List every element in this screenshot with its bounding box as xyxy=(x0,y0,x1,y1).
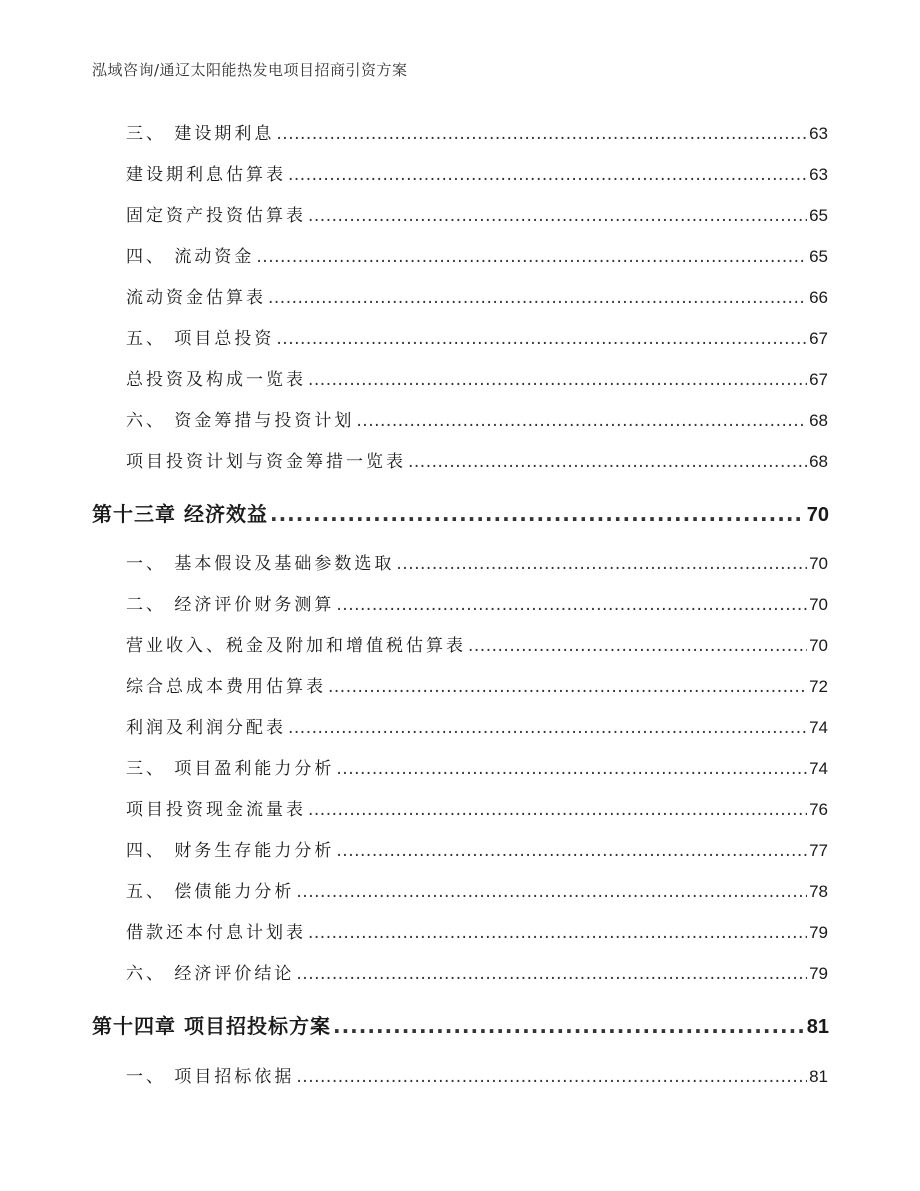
toc-page-number: 74 xyxy=(809,718,828,737)
toc-entry-label: 建设期利息估算表 xyxy=(126,165,286,185)
toc-page-number: 77 xyxy=(809,841,828,860)
toc-page-number: 79 xyxy=(809,964,828,983)
toc-entry-label: 一、 项目招标依据 xyxy=(126,1067,295,1087)
toc-leader-dots xyxy=(276,327,807,351)
toc-chapter-label: 第十三章 经济效益 xyxy=(92,502,268,526)
toc-leader-dots xyxy=(288,716,807,740)
toc-leader-dots xyxy=(296,880,807,904)
toc-leader-dots xyxy=(256,245,807,269)
toc-leader-dots xyxy=(408,450,807,474)
toc-entry[interactable] xyxy=(126,450,828,474)
toc-page-number: 70 xyxy=(809,595,828,614)
toc-leader-dots xyxy=(333,1012,805,1040)
toc-page-number: 65 xyxy=(809,206,828,225)
toc-page-number: 72 xyxy=(809,677,828,696)
toc-leader-dots xyxy=(336,757,807,781)
toc-leader-dots xyxy=(270,500,805,528)
toc-entry[interactable] xyxy=(126,921,828,945)
toc-entry[interactable] xyxy=(126,880,828,904)
page-header: 泓域咨询/通辽太阳能热发电项目招商引资方案 xyxy=(92,61,408,79)
toc-entry[interactable] xyxy=(126,593,828,617)
toc-entry[interactable] xyxy=(126,552,828,576)
toc-leader-dots xyxy=(288,163,807,187)
toc-entry-label: 一、 基本假设及基础参数选取 xyxy=(126,554,395,574)
toc-entry-label: 固定资产投资估算表 xyxy=(126,206,306,226)
toc-entry[interactable] xyxy=(126,962,828,986)
toc-entry-label: 四、 流动资金 xyxy=(126,247,255,267)
toc-chapter[interactable] xyxy=(92,500,829,528)
toc-page-number: 68 xyxy=(809,452,828,471)
toc-chapter-label: 第十四章 项目招投标方案 xyxy=(92,1014,331,1038)
toc-entry-label: 六、 经济评价结论 xyxy=(126,964,295,984)
toc-entry-label: 利润及利润分配表 xyxy=(126,718,286,738)
toc-page-number: 67 xyxy=(809,370,828,389)
toc-leader-dots xyxy=(336,839,807,863)
toc-entry[interactable] xyxy=(126,757,828,781)
toc-entry[interactable] xyxy=(126,163,828,187)
toc-page-number: 65 xyxy=(809,247,828,266)
toc-leader-dots xyxy=(336,593,807,617)
toc-page-number: 81 xyxy=(806,1016,829,1038)
toc-leader-dots xyxy=(356,409,807,433)
toc-entry[interactable] xyxy=(126,204,828,228)
toc-leader-dots xyxy=(468,634,807,658)
toc-entry-label: 三、 项目盈利能力分析 xyxy=(126,759,335,779)
toc-entry[interactable] xyxy=(126,798,828,822)
toc-entry[interactable] xyxy=(126,122,828,146)
toc-entry[interactable] xyxy=(126,634,828,658)
toc-page-number: 68 xyxy=(809,411,828,430)
toc-entry[interactable] xyxy=(126,327,828,351)
toc-entry-label: 项目投资现金流量表 xyxy=(126,800,306,820)
toc-page-number: 78 xyxy=(809,882,828,901)
toc-leader-dots xyxy=(396,552,807,576)
toc-page-number: 66 xyxy=(809,288,828,307)
toc-entry[interactable] xyxy=(126,675,828,699)
toc-page-number: 70 xyxy=(806,504,829,526)
toc-leader-dots xyxy=(308,204,807,228)
toc-entry-label: 借款还本付息计划表 xyxy=(126,923,306,943)
toc-leader-dots xyxy=(296,962,807,986)
toc-chapter[interactable] xyxy=(92,1012,829,1040)
toc-entry-label: 四、 财务生存能力分析 xyxy=(126,841,335,861)
toc-page-number: 63 xyxy=(809,165,828,184)
toc-entry[interactable] xyxy=(126,1065,828,1089)
toc-entry[interactable] xyxy=(126,245,828,269)
toc-page-number: 79 xyxy=(809,923,828,942)
toc-leader-dots xyxy=(328,675,807,699)
toc-leader-dots xyxy=(268,286,807,310)
toc-entry-label: 二、 经济评价财务测算 xyxy=(126,595,335,615)
toc-entry-label: 营业收入、税金及附加和增值税估算表 xyxy=(126,636,466,656)
toc-leader-dots xyxy=(276,122,807,146)
toc-page-number: 74 xyxy=(809,759,828,778)
toc-entry[interactable] xyxy=(126,368,828,392)
toc-entry-label: 五、 偿债能力分析 xyxy=(126,882,295,902)
toc-entry[interactable] xyxy=(126,839,828,863)
toc-leader-dots xyxy=(296,1065,807,1089)
toc-entry-label: 三、 建设期利息 xyxy=(126,124,275,144)
toc-entry-label: 五、 项目总投资 xyxy=(126,329,275,349)
toc-page-number: 67 xyxy=(809,329,828,348)
toc-entry-label: 总投资及构成一览表 xyxy=(126,370,306,390)
toc-page-number: 63 xyxy=(809,124,828,143)
toc-leader-dots xyxy=(308,368,807,392)
toc-page-number: 81 xyxy=(809,1067,828,1086)
toc-entry[interactable] xyxy=(126,286,828,310)
toc-leader-dots xyxy=(308,921,807,945)
toc-entry-label: 流动资金估算表 xyxy=(126,288,266,308)
toc-entry[interactable] xyxy=(126,716,828,740)
toc-page-number: 76 xyxy=(809,800,828,819)
toc-entry-label: 项目投资计划与资金筹措一览表 xyxy=(126,452,406,472)
toc-page-number: 70 xyxy=(809,636,828,655)
toc-entry-label: 六、 资金筹措与投资计划 xyxy=(126,411,355,431)
toc-entry[interactable] xyxy=(126,409,828,433)
toc-entry-label: 综合总成本费用估算表 xyxy=(126,677,326,697)
toc-leader-dots xyxy=(308,798,807,822)
toc-page-number: 70 xyxy=(809,554,828,573)
